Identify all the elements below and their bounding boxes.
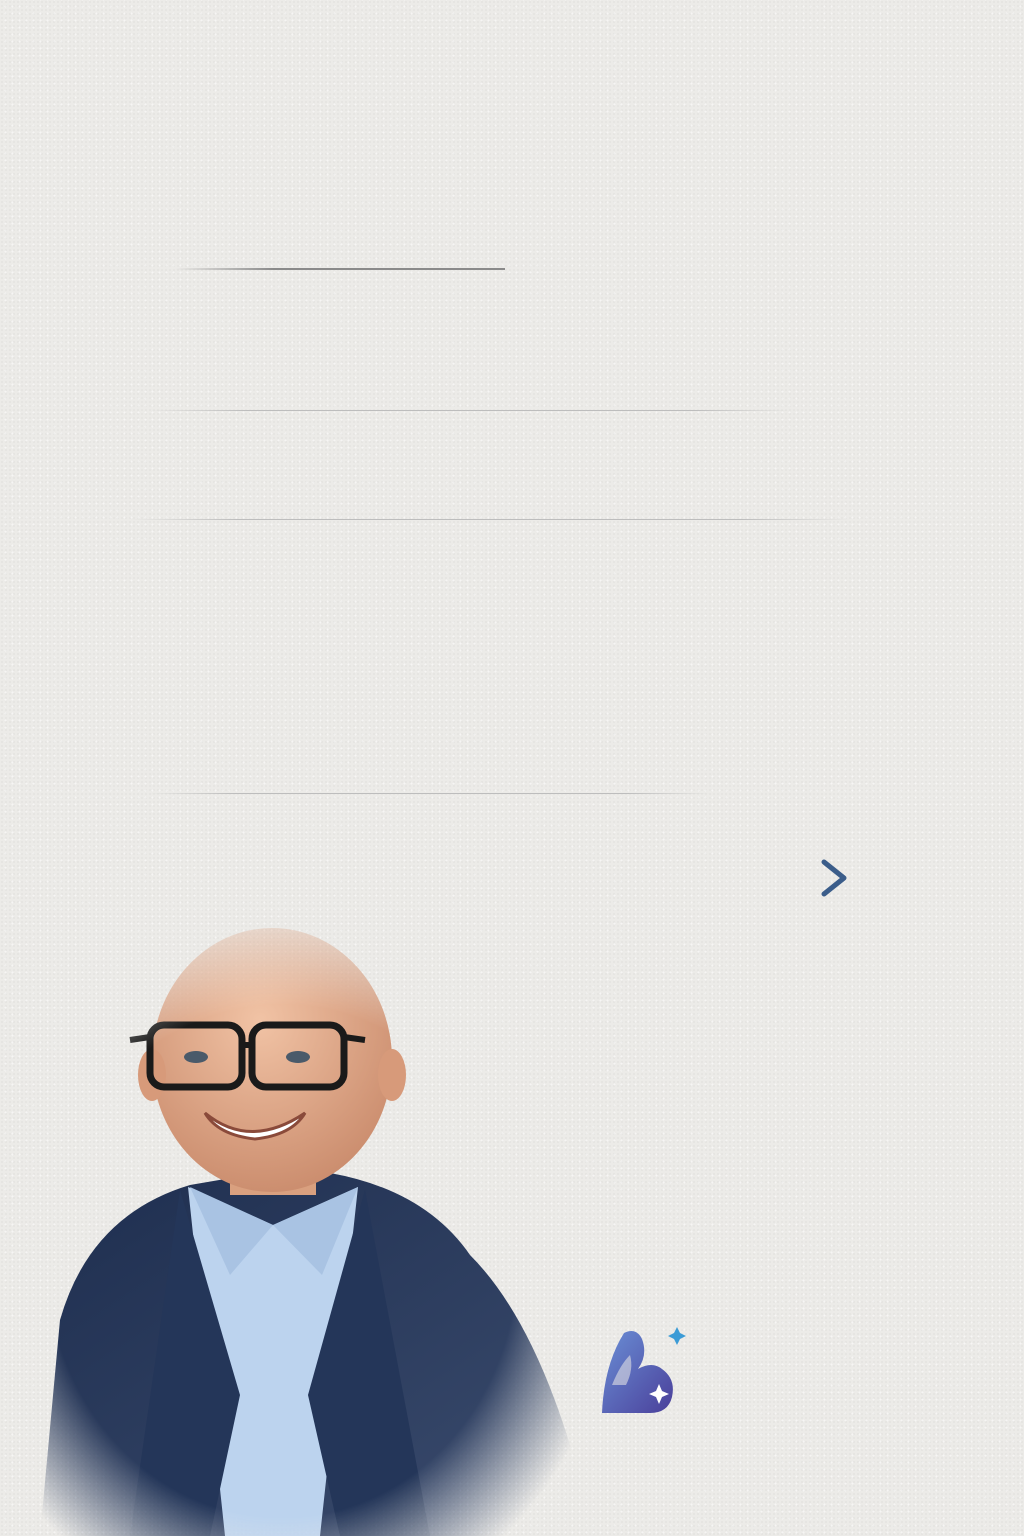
sparkle-icon: [668, 1327, 686, 1345]
right-chevron-icon: [818, 858, 850, 898]
dotted-divider: [512, 262, 842, 278]
dot-pattern: [600, 788, 930, 958]
side-dot-divider: [515, 1386, 585, 1396]
divider-1: [150, 410, 790, 411]
auto-agentic-logo: [598, 1325, 690, 1417]
headline-divider: [175, 268, 505, 270]
brand-dot-divider: [560, 1262, 980, 1282]
author-photo: [30, 925, 590, 1536]
divider-2: [130, 519, 850, 520]
